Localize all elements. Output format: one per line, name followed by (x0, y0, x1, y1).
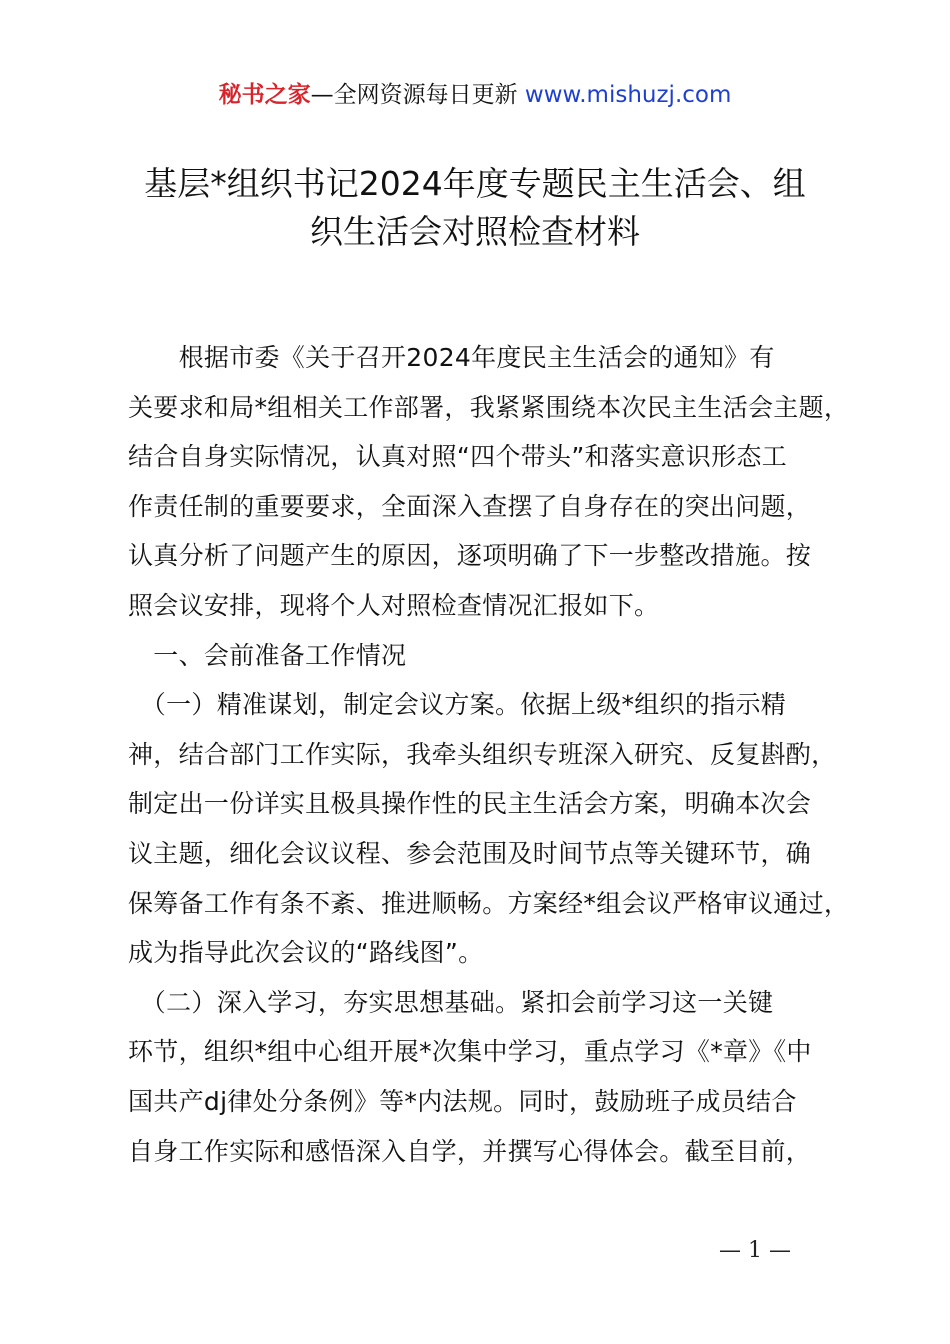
body-line: 国共产dj律处分条例》等*内法规。同时，鼓励班子成员结合 (128, 1086, 797, 1116)
body-line: （一）精准谋划，制定会议方案。依据上级*组织的指示精 (128, 690, 787, 720)
body-line: 制定出一份详实且极具操作性的民主生活会方案，明确本次会 (128, 789, 812, 819)
body-line: 根据市委《关于召开2024年度民主生活会的通知》有 (128, 343, 775, 372)
body-line: 保筹备工作有条不紊、推进顺畅。方案经*组会议严格审议通过， (128, 888, 850, 918)
page-number: — 1 — (719, 1238, 791, 1263)
header-tagline: —全网资源每日更新 (310, 82, 518, 108)
body-line: 自身工作实际和感悟深入自学，并撰写心得体会。截至目前， (128, 1136, 812, 1166)
body-line: 结合自身实际情况，认真对照“四个带头”和落实意识形态工 (128, 442, 788, 472)
body-line: 议主题，细化会议议程、参会范围及时间节点等关键环节，确 (128, 838, 812, 868)
body-line: 关要求和局*组相关工作部署，我紧紧围绕本次民主生活会主题， (128, 392, 850, 422)
title-line-1: 基层*组织书记2024年度专题民主生活会、组 (144, 164, 806, 203)
section-heading: 一、会前准备工作情况 (128, 640, 407, 670)
body-line: 认真分析了问题产生的原因，逐项明确了下一步整改措施。按 (128, 541, 812, 571)
body-line: 成为指导此次会议的“路线图”。 (128, 938, 484, 968)
body-line: 环节，组织*组中心组开展*次集中学习，重点学习《*章》《中 (128, 1037, 812, 1067)
document-title (80, 160, 870, 256)
site-header (0, 78, 950, 112)
document-body (128, 333, 850, 1176)
site-url-link[interactable]: www.mishuzj.com (524, 82, 732, 108)
title-line-2: 织生活会对照检查材料 (310, 212, 640, 251)
brand-name: 秘书之家 (218, 82, 311, 108)
body-line: （二）深入学习，夯实思想基础。紧扣会前学习这一关键 (128, 987, 774, 1017)
body-line: 神，结合部门工作实际，我牵头组织专班深入研究、反复斟酌， (128, 739, 837, 769)
body-line: 照会议安排，现将个人对照检查情况汇报如下。 (128, 590, 660, 620)
body-line: 作责任制的重要要求，全面深入查摆了自身存在的突出问题， (128, 491, 812, 521)
